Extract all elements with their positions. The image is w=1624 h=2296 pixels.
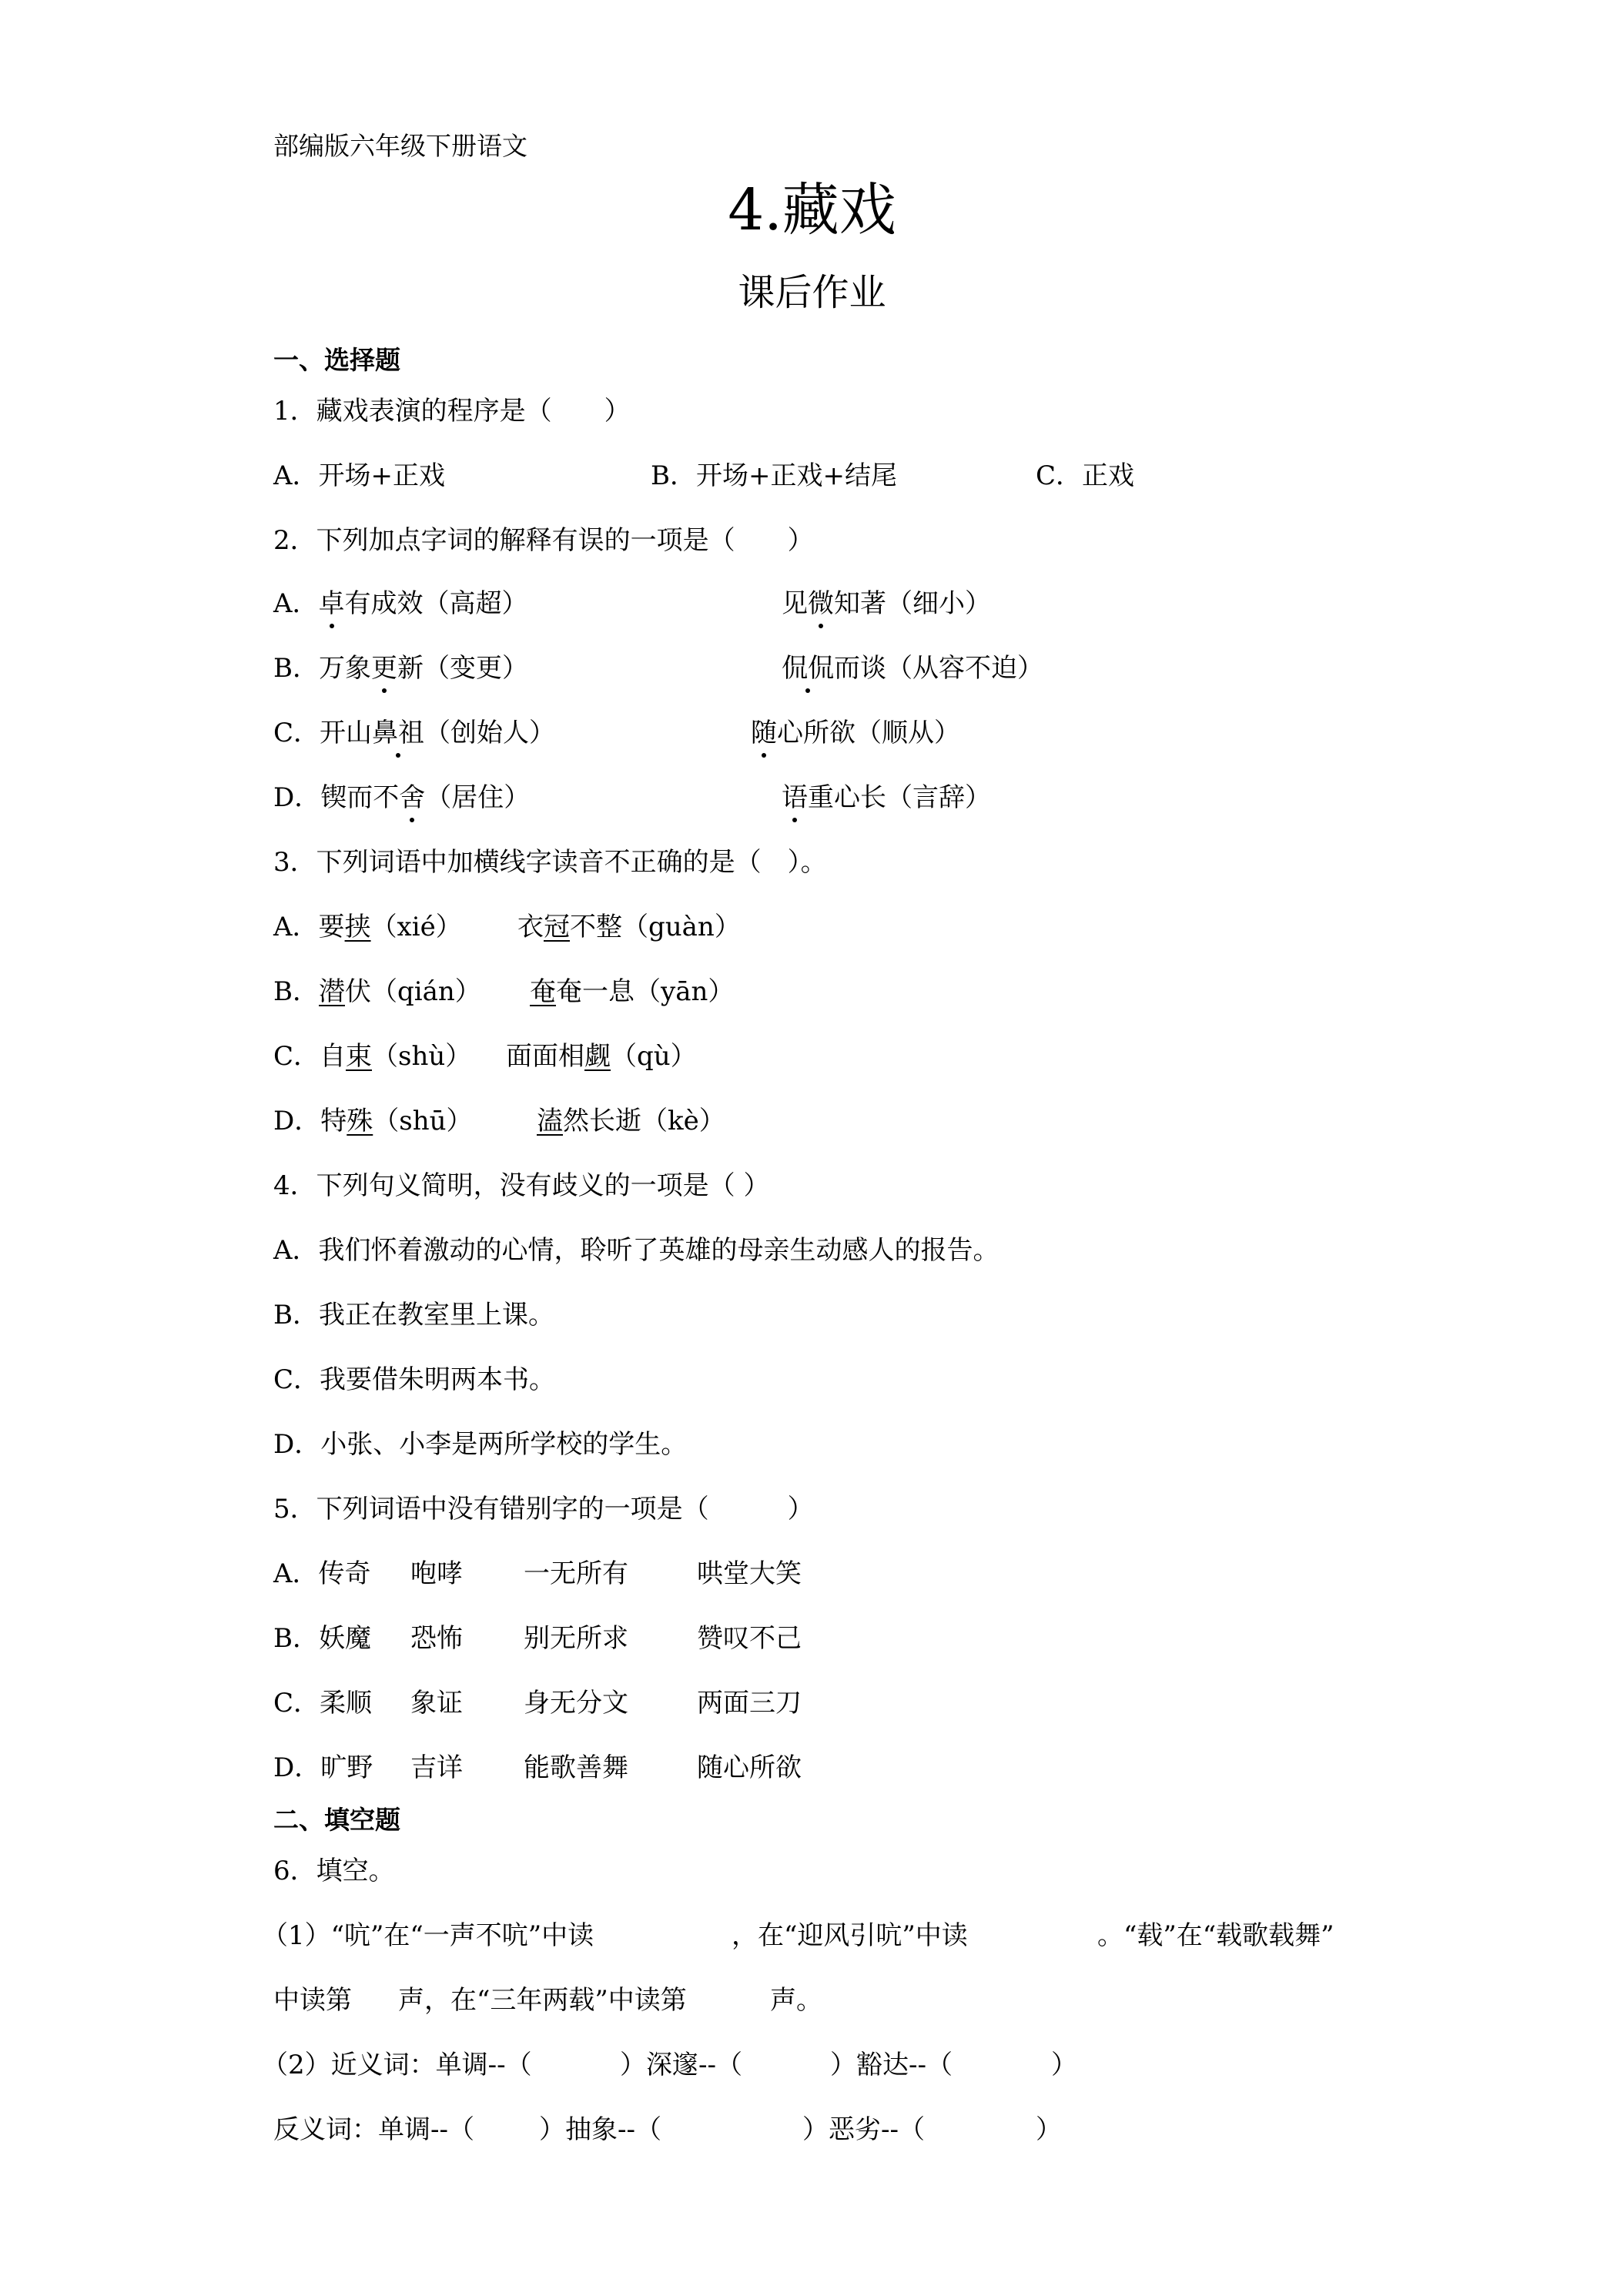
- q5-stem: 5．下列词语中没有错别字的一项是（ ）: [273, 1494, 814, 1525]
- q2-stem: 2．下列加点字词的解释有误的一项是（ ）: [273, 525, 814, 556]
- q3-c-post: （shù）: [372, 1041, 472, 1072]
- q2-c2-suffix: 心所欲（顺从）: [777, 718, 960, 748]
- page-subtitle: 课后作业: [738, 271, 886, 314]
- q3-d-underlined: 殊: [347, 1106, 373, 1136]
- q3-option-d-right: [537, 1104, 725, 1138]
- q5-option-b-label: B．妖魔: [273, 1623, 371, 1654]
- q3-b-post: 伏（qián）: [345, 976, 481, 1007]
- q3-option-c-left: [273, 1039, 471, 1073]
- q3-b-underlined: 潜: [319, 976, 345, 1007]
- q3-option-a-right: [517, 910, 741, 944]
- q5-option-c-word3: 身无分文: [524, 1688, 628, 1719]
- q2-option-c-right: [751, 716, 960, 750]
- q6-p1-c: 。“载”在“载歌载舞”: [1097, 1920, 1334, 1951]
- q5-option-a-word3: 一无所有: [524, 1558, 628, 1589]
- q5-option-c-word4: 两面三刀: [697, 1688, 802, 1719]
- q2-d2-dotted: 语: [782, 782, 808, 813]
- q2-a2-prefix: 见: [782, 588, 808, 619]
- q3-c2-pre: 面面相: [506, 1041, 584, 1072]
- q2-option-d-left: [273, 781, 530, 815]
- q2-b-prefix: B．万象: [273, 653, 371, 684]
- q6-p1-d: 中读第: [273, 1985, 352, 2016]
- q3-a-pre: A．要: [273, 912, 345, 942]
- q6-p1-e: 声，在“三年两载”中读第: [398, 1985, 687, 2016]
- q2-option-b-left: [273, 651, 528, 685]
- page-title: 4.藏戏: [728, 177, 896, 243]
- q6-p2-c: ）豁达--（: [830, 2050, 953, 2080]
- q4-option-a: A．我们怀着激动的心情，聆听了英雄的母亲生动感人的报告。: [273, 1235, 1000, 1266]
- q2-d-prefix: D．锲而不: [273, 782, 400, 813]
- q3-b2-post: 奄一息（yān）: [556, 976, 735, 1007]
- q5-option-c-word2: 象证: [410, 1688, 463, 1719]
- q6-p2-d: ）: [1051, 2050, 1077, 2080]
- q3-c-underlined: 束: [346, 1041, 373, 1072]
- q5-option-c-label: C．柔顺: [273, 1688, 373, 1719]
- q6-p3-a: 反义词：单调--（: [273, 2114, 474, 2145]
- q2-c-dotted: 鼻祖: [372, 718, 425, 748]
- q2-d2-suffix: 重心长（言辞）: [808, 782, 991, 813]
- q5-option-d-word4: 随心所欲: [697, 1752, 802, 1783]
- q5-option-d-label: D．旷野: [273, 1752, 373, 1783]
- q3-d-pre: D．特: [273, 1106, 347, 1136]
- q3-a-post: （xié）: [370, 912, 462, 942]
- q2-d-dotted: 舍: [399, 782, 426, 813]
- q3-d2-post: 然长逝（kè）: [563, 1106, 725, 1136]
- q5-option-b-word3: 别无所求: [524, 1623, 628, 1654]
- q6-p2-a: （2）近义词：单调--（: [262, 2050, 532, 2080]
- q6-p3-c: ）恶劣--（: [802, 2114, 925, 2145]
- q2-option-a-left: [273, 587, 528, 621]
- q2-option-d-right: [782, 781, 991, 815]
- q2-d-suffix: （居住）: [425, 782, 531, 813]
- q6-p3-d: ）: [1036, 2114, 1062, 2145]
- q2-c-suffix: （创始人）: [424, 718, 556, 748]
- q3-option-b-right: [530, 975, 734, 1009]
- q2-c-prefix: C．开山: [273, 718, 373, 748]
- q3-b-pre: B．: [273, 976, 319, 1007]
- section-choice: 一、选择题: [273, 345, 400, 375]
- q5-option-d-word3: 能歌善舞: [524, 1752, 628, 1783]
- q2-a2-dotted: 微: [808, 588, 834, 619]
- q3-option-c-right: [506, 1039, 697, 1073]
- q3-c2-underlined: 觑: [584, 1041, 611, 1072]
- q3-a-underlined: 挟: [344, 912, 371, 942]
- q6-p1-b: ，在“迎风引吭”中读: [732, 1920, 968, 1951]
- q2-b2-dotted: 侃侃: [782, 653, 834, 684]
- q1-stem: 1．藏戏表演的程序是（ ）: [273, 396, 631, 427]
- q3-c2-post: （qù）: [611, 1041, 697, 1072]
- q5-option-a-word4: 哄堂大笑: [697, 1558, 802, 1589]
- q2-a-prefix: A．: [273, 588, 319, 619]
- q4-stem: 4．下列句义简明，没有歧义的一项是（ ）: [273, 1170, 770, 1201]
- q2-a-suffix: 有成效（高超）: [344, 588, 528, 619]
- q3-d2-underlined: 溘: [537, 1106, 563, 1136]
- q6-p1-f: 声。: [770, 1985, 822, 2016]
- q6-p2-b: ）深邃--（: [620, 2050, 742, 2080]
- q6-p3-b: ）抽象--（: [539, 2114, 661, 2145]
- q3-a2-post: 不整（guàn）: [570, 912, 741, 942]
- q2-option-a-right: [782, 587, 991, 621]
- q1-option-b: B．开场+正戏+结尾: [651, 460, 897, 491]
- q3-d-post: （shū）: [373, 1106, 473, 1136]
- q5-option-b-word2: 恐怖: [410, 1623, 463, 1654]
- q4-option-b: B．我正在教室里上课。: [273, 1300, 554, 1330]
- q2-b-dotted: 更: [371, 653, 397, 684]
- q2-a-dotted: 卓: [318, 588, 345, 619]
- q2-b-suffix: 新（变更）: [397, 653, 528, 684]
- q6-p1-a: （1）“吭”在“一声不吭”中读: [262, 1920, 594, 1951]
- q3-stem: 3．下列词语中加横线字读音不正确的是（ ）。: [273, 847, 827, 878]
- q3-a2-pre: 衣: [517, 912, 544, 942]
- q2-option-b-right: [782, 651, 1043, 685]
- q2-c2-dotted: 随: [751, 718, 777, 748]
- q5-option-b-word4: 赞叹不己: [697, 1623, 802, 1654]
- q3-b2-underlined: 奄: [530, 976, 556, 1007]
- q3-option-a-left: [273, 910, 462, 944]
- q3-option-d-left: [273, 1104, 473, 1138]
- q1-option-a: A．开场+正戏: [273, 460, 446, 491]
- q2-b2-suffix: 而谈（从容不迫）: [834, 653, 1043, 684]
- q4-option-c: C．我要借朱明两本书。: [273, 1364, 556, 1395]
- q3-c-pre: C．自: [273, 1041, 347, 1072]
- q1-option-c: C．正戏: [1036, 460, 1135, 491]
- q2-a2-suffix: 知著（细小）: [834, 588, 991, 619]
- q5-option-a-word2: 咆哮: [410, 1558, 463, 1589]
- section-fill: 二、填空题: [273, 1805, 400, 1835]
- q6-stem: 6．填空。: [273, 1856, 395, 1886]
- q5-option-a-label: A．传奇: [273, 1558, 371, 1589]
- header-grade: 部编版六年级下册语文: [273, 131, 527, 161]
- q5-option-d-word2: 吉详: [410, 1752, 463, 1783]
- q3-option-b-left: [273, 975, 481, 1009]
- q2-option-c-left: [273, 716, 555, 750]
- q3-a2-underlined: 冠: [544, 912, 570, 942]
- q4-option-d: D．小张、小李是两所学校的学生。: [273, 1429, 688, 1460]
